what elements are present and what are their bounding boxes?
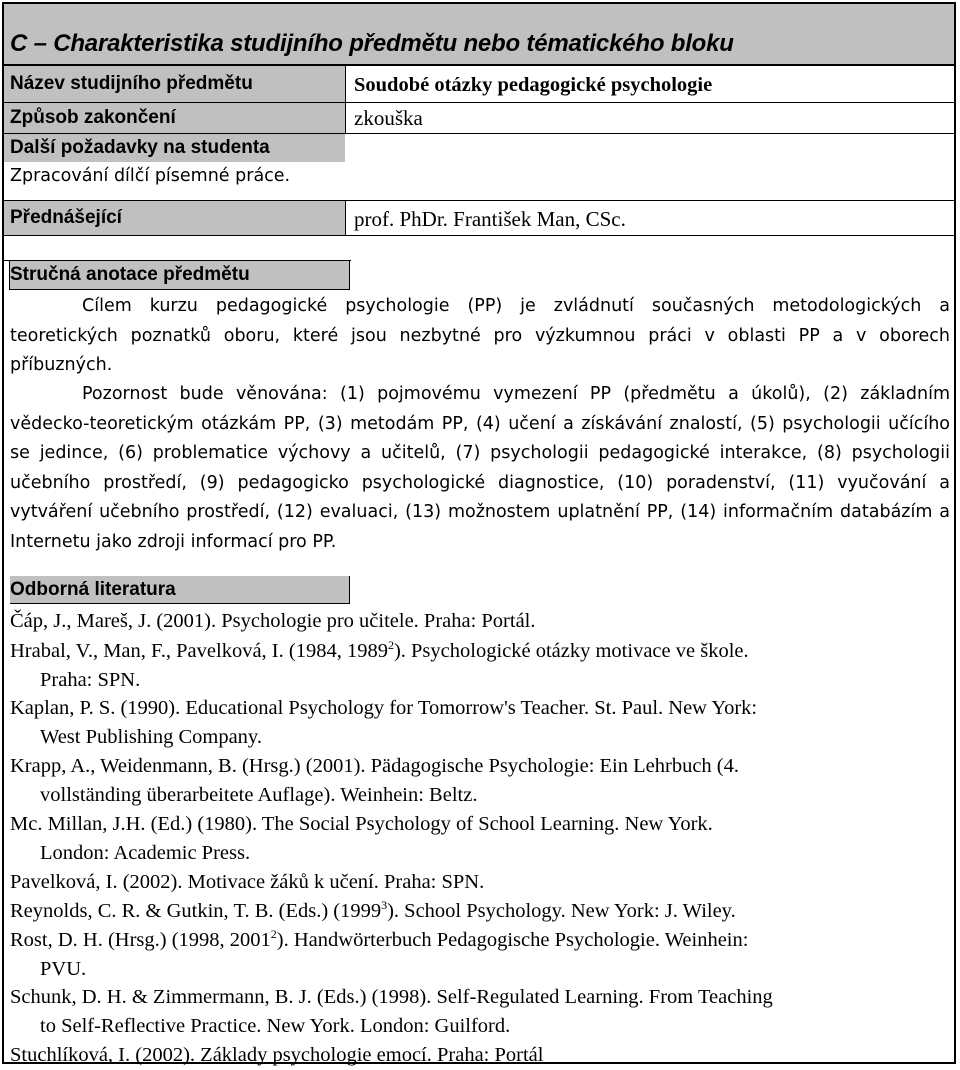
reference-item xyxy=(10,694,950,751)
reference-text: Rost, D. H. (Hrsg.) (1998, 2001 xyxy=(10,929,271,951)
reference-text: Praha: SPN. xyxy=(40,668,141,691)
divider xyxy=(4,102,954,103)
reference-text: Kaplan, P. S. (1990). Educational Psychology for Tomorrow's Teacher. St. Paul. New York: xyxy=(10,697,758,719)
literature-label-text: Odborná literatura xyxy=(10,579,176,600)
annotation-paragraph-1: Cílem kurzu pedagogické psychologie (PP) je zvládnutí současných metodologických a teoretických poznatků oboru, které jsou nezbytné pro výzkumnou práci v oblasti PP a v oborech příbuzných. xyxy=(10,296,950,375)
requirements-label xyxy=(4,134,345,162)
annotation-label-text: Stručná anotace předmětu xyxy=(10,264,250,285)
reference-text: vollständing überarbeitete Auflage). Weinhein: Beltz. xyxy=(40,783,478,806)
divider xyxy=(4,235,954,236)
divider xyxy=(345,201,346,235)
reference-text: ). Handwörterbuch Pedagogische Psychologie. Weinhein: xyxy=(276,929,749,951)
course-sheet xyxy=(2,2,956,1064)
requirements-label-text: Další požadavky na studenta xyxy=(10,137,270,158)
literature-label xyxy=(10,576,350,604)
divider xyxy=(345,66,346,133)
divider xyxy=(4,133,954,134)
reference-item xyxy=(10,983,950,1040)
section-header xyxy=(4,4,954,66)
reference-text: Stuchlíková, I. (2002). Základy psychologie emocí. Praha: Portál xyxy=(10,1044,544,1066)
lecturer-label-text: Přednášející xyxy=(10,207,122,228)
lecturer-label xyxy=(4,201,345,235)
reference-superscript: 2 xyxy=(387,638,394,652)
completion-label-text: Způsob zakončení xyxy=(10,107,176,128)
section-title: C – Charakteristika studijního předmětu nebo tématického bloku xyxy=(10,30,734,57)
reference-text: PVU. xyxy=(40,957,87,980)
reference-item xyxy=(10,752,950,809)
divider xyxy=(4,200,954,201)
reference-item xyxy=(10,810,950,867)
name-value-text: Soudobé otázky pedagogické psychologie xyxy=(354,74,713,96)
requirements-value-text: Zpracování dílčí písemné práce. xyxy=(10,166,291,186)
completion-label xyxy=(4,103,345,133)
completion-value-text: zkouška xyxy=(354,106,423,130)
name-label xyxy=(4,66,345,102)
reference-text: Reynolds, C. R. & Gutkin, T. B. (Eds.) (1999 xyxy=(10,900,382,922)
name-label-text: Název studijního předmětu xyxy=(10,73,253,94)
reference-item xyxy=(10,607,950,636)
divider xyxy=(4,260,351,261)
reference-text: Schunk, D. H. & Zimmermann, B. J. (Eds.) (1998). Self-Regulated Learning. From Teaching xyxy=(10,986,773,1008)
divider xyxy=(9,260,10,290)
lecturer-value xyxy=(346,201,954,235)
name-value xyxy=(346,66,954,102)
reference-text: West Publishing Company. xyxy=(40,725,262,748)
reference-text: Čáp, J., Mareš, J. (2001). Psychologie pro učitele. Praha: Portál. xyxy=(10,610,536,632)
annotation-paragraph-2: Pozornost bude věnována: (1) pojmovému vymezení PP (předmětu a úkolů), (2) základním vědecko-teoretickým otázkám PP, (3) metodám PP, (4) učení a získávání znalostí, (5) psychologii učícího se jedince, (6) problematice výchovy a učitelů, (7) psychologii pedagogické interakce, (8) psychologii učebního prostředí, (9) pedagogicko psychologické diagnostice, (10) poradenství, (11) vyučování a vytváření učebního prostředí, (12) evaluaci, (13) možnostem uplatnění PP, (14) informačním databázím a Internetu jako zdroji informací pro PP. xyxy=(10,384,950,552)
reference-item xyxy=(10,1041,950,1070)
requirements-value xyxy=(4,162,954,200)
reference-item xyxy=(10,868,950,897)
reference-item xyxy=(10,897,950,926)
reference-text: to Self-Reflective Practice. New York. London: Guilford. xyxy=(40,1014,511,1037)
lecturer-value-text: prof. PhDr. František Man, CSc. xyxy=(354,207,626,231)
reference-text: London: Academic Press. xyxy=(40,841,251,864)
reference-superscript: 2 xyxy=(270,927,277,941)
reference-text: ). Psychologické otázky motivace ve škole. xyxy=(393,640,749,662)
reference-text: Pavelková, I. (2002). Motivace žáků k učení. Praha: SPN. xyxy=(10,871,485,893)
reference-text: ). School Psychology. New York: J. Wiley. xyxy=(387,900,736,922)
reference-item xyxy=(10,637,950,694)
reference-text: Krapp, A., Weidenmann, B. (Hrsg.) (2001). Pädagogische Psychologie: Ein Lehrbuch (4. xyxy=(10,755,739,777)
reference-superscript: 3 xyxy=(381,898,388,912)
reference-text: Hrabal, V., Man, F., Pavelková, I. (1984, 1989 xyxy=(10,640,388,662)
annotation-label xyxy=(10,260,350,290)
completion-value xyxy=(346,103,954,133)
reference-text: Mc. Millan, J.H. (Ed.) (1980). The Social Psychology of School Learning. New York. xyxy=(10,813,713,835)
reference-item xyxy=(10,926,950,983)
